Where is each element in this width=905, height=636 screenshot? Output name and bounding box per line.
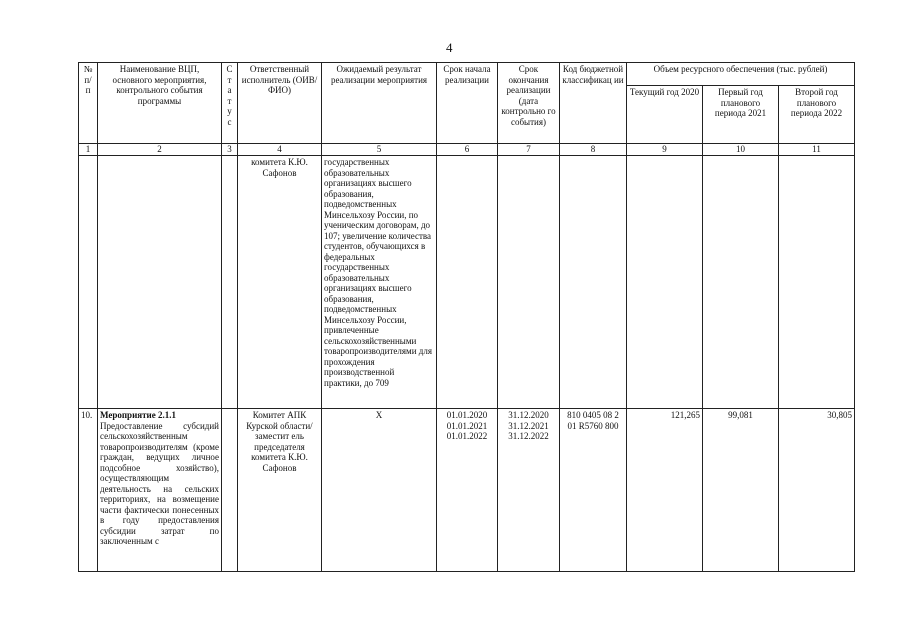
header-row	[79, 63, 855, 86]
col-num: 9	[627, 144, 703, 156]
header-name: Наименование ВЦП, основного мероприятия, контрольного события программы	[98, 63, 222, 144]
executor-cell: Комитет АПК Курской области/заместит ель председателя комитета К.Ю. Сафонов	[238, 409, 322, 572]
col-num: 5	[322, 144, 437, 156]
header-plan-year-2: Второй год планового периода 2022	[779, 86, 855, 144]
amount-current-year: 121,265	[627, 409, 703, 572]
measure-description: Предоставление субсидий сельскохозяйственным товаропроизводителям (кроме граждан, ведущих личное подсобное хозяйство), осуществляющим деятельность на сельских территориях, на возмещение части фактически понесенных в году предоставления субсидии затрат по заключенным с	[100, 420, 219, 546]
end-date: 31.12.2020	[508, 410, 549, 420]
measure-cell	[98, 409, 222, 572]
end-date: 31.12.2022	[508, 431, 549, 441]
result-cell: X	[322, 409, 437, 572]
header-executor: Ответственный исполнитель (ОИВ/ФИО)	[238, 63, 322, 144]
col-num: 8	[560, 144, 627, 156]
measure-title: Мероприятие 2.1.1	[100, 410, 176, 420]
table-row	[79, 156, 855, 409]
amount-plan-year-1: 99,081	[703, 409, 779, 572]
header-code: Код бюджетной классификац ии	[560, 63, 627, 144]
header-current-year: Текущий год 2020	[627, 86, 703, 144]
end-date: 31.12.2021	[508, 420, 549, 431]
column-number-row	[79, 144, 855, 156]
col-num: 4	[238, 144, 322, 156]
header-plan-year-1: Первый год планового периода 2021	[703, 86, 779, 144]
header-resources: Объем ресурсного обеспечения (тыс. рублей)	[627, 63, 855, 86]
continued-result: государственных образовательных организациях высшего образования, подведомственных Минсельхозу России, по ученическим договорам, до 107; увеличение количества студентов, обучающихся в федеральных государственных образовательных организациях высшего образования, подведомственных Минсельхозу России, привлеченные сельскохозяйственными товаропроизводителями для прохождения производственной практики, до 709	[322, 156, 437, 409]
col-num: 6	[437, 144, 498, 156]
col-num: 1	[79, 144, 98, 156]
row-number: 10.	[79, 409, 98, 572]
col-num: 2	[98, 144, 222, 156]
col-num: 7	[498, 144, 560, 156]
continued-executor: комитета К.Ю. Сафонов	[238, 156, 322, 409]
table-row	[79, 409, 855, 572]
start-date: 01.01.2021	[446, 420, 488, 431]
header-result: Ожидаемый результат реализации мероприятия	[322, 63, 437, 144]
page-number: 4	[446, 40, 453, 55]
header-end: Срок окончания реализации (дата контрольно го события)	[498, 63, 560, 144]
header-no: № п/ п	[79, 63, 98, 144]
start-date: 01.01.2020	[446, 410, 488, 420]
col-num: 3	[222, 144, 238, 156]
col-num: 11	[779, 144, 855, 156]
end-dates	[498, 409, 560, 572]
budget-code: 810 0405 08 2 01 R5760 800	[560, 409, 627, 572]
start-date: 01.01.2022	[446, 431, 488, 441]
header-status: С т а т у с	[222, 63, 238, 144]
resource-table	[78, 62, 855, 572]
col-num: 10	[703, 144, 779, 156]
amount-plan-year-2: 30,805	[779, 409, 855, 572]
start-dates	[437, 409, 498, 572]
header-start: Срок начала реализации	[437, 63, 498, 144]
